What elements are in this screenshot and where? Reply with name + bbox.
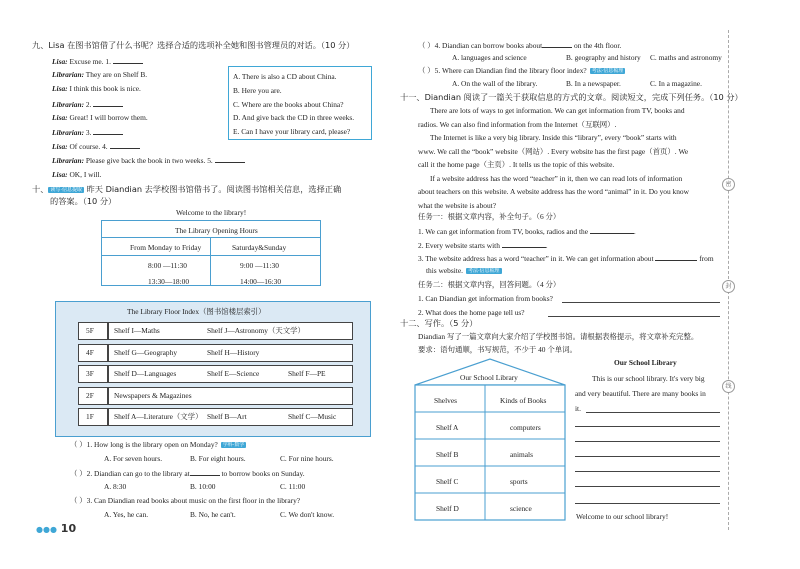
speaker: Librarian: bbox=[52, 70, 85, 80]
answer-option: B. In a newspaper. bbox=[566, 79, 621, 88]
question-text: （ ）4. Diandian can borrow books about bbox=[418, 41, 543, 50]
task-text: from bbox=[697, 254, 714, 263]
dialogue-text: Excuse me. 1. bbox=[69, 57, 113, 66]
section-10-title-cont: 的答案。（10 分） bbox=[50, 196, 117, 206]
answer-option: B. For eight hours. bbox=[190, 454, 246, 463]
question-text: （ ）3. Can Diandian read books about music on the first floor in the library? bbox=[70, 496, 301, 505]
shelf-item: Shelf E—Science bbox=[207, 369, 260, 378]
essay-end: Welcome to our school library! bbox=[576, 512, 669, 521]
writing-line[interactable] bbox=[575, 426, 720, 427]
hours-cell: 9:00 —11:30 bbox=[240, 261, 279, 270]
floor-label: 4F bbox=[86, 347, 94, 357]
answer-blank[interactable] bbox=[93, 127, 123, 135]
writing-line[interactable] bbox=[575, 471, 720, 472]
house-title: Our School Library bbox=[460, 373, 518, 382]
question-text: （ ）1. How long is the library open on Monday? bbox=[70, 440, 218, 449]
kind-cell: sports bbox=[510, 477, 528, 486]
floor-label: 3F bbox=[86, 369, 94, 378]
option-item: A. There is also a CD about China. bbox=[233, 72, 337, 81]
subject-tag: 学科·数学 bbox=[222, 442, 245, 449]
dialogue-line bbox=[52, 84, 141, 93]
shelf-item: Shelf C—Music bbox=[288, 412, 337, 421]
answer-option: A. languages and science bbox=[452, 53, 527, 62]
answer-option: A. Yes, he can. bbox=[104, 510, 149, 519]
dialogue-line bbox=[52, 99, 123, 109]
dialogue-text: OK, I will. bbox=[69, 169, 102, 179]
question-text: （ ）5. Where can Diandian find the library floor index? bbox=[418, 66, 587, 75]
answer-option: A. For seven hours. bbox=[104, 454, 163, 463]
option-item: E. Can I have your library card, please? bbox=[233, 127, 351, 137]
answer-blank[interactable] bbox=[590, 226, 634, 234]
dialogue-line bbox=[52, 155, 245, 165]
task-text: 3. The website address has a word “teacher” in it. We can get information about bbox=[418, 254, 656, 263]
task-question: 2. What does the home page tell us? bbox=[418, 307, 525, 317]
hours-col-weekend: Saturday&Sunday bbox=[232, 243, 287, 252]
answer-blank[interactable] bbox=[502, 240, 546, 248]
section-11-title: 十一、Diandian 阅读了一篇关于获取信息的方式的文章。阅读短文，完成下列任务。（10 分） bbox=[400, 92, 743, 102]
question bbox=[418, 66, 625, 75]
hours-title: The Library Opening Hours bbox=[175, 226, 258, 235]
passage-line: what the website is about? bbox=[418, 200, 496, 210]
shelf-item: Shelf I—Maths bbox=[114, 326, 160, 335]
question bbox=[70, 468, 305, 478]
task-text: 2. Every website starts with bbox=[418, 240, 502, 250]
question-text: （ ）2. Diandian can go to the library at bbox=[70, 469, 190, 478]
floor-label: 5F bbox=[86, 326, 94, 335]
answer-option: B. geography and history bbox=[566, 53, 641, 62]
kind-cell: science bbox=[510, 504, 532, 513]
house-col: Shelves bbox=[434, 396, 457, 405]
shelf-cell: Shelf A bbox=[436, 423, 459, 432]
floor-label: 2F bbox=[86, 390, 94, 400]
kind-cell: computers bbox=[510, 423, 541, 432]
answer-option: C. We don't know. bbox=[280, 510, 335, 519]
dialogue-line bbox=[52, 141, 140, 151]
section-10-title: 十、 读写·信息提取 昨天 Diandian 去学校图书馆借书了。阅读图书馆相关信息，选择正确 bbox=[32, 184, 342, 194]
speaker: Lisa: bbox=[52, 169, 68, 179]
question bbox=[70, 440, 246, 449]
answer-option: C. In a magazine. bbox=[650, 79, 702, 88]
writing-line[interactable] bbox=[586, 412, 720, 413]
essay-title: Our School Library bbox=[614, 358, 677, 367]
answer-blank[interactable] bbox=[215, 155, 245, 163]
answer-option: C. For nine hours. bbox=[280, 454, 334, 463]
answer-blank[interactable] bbox=[655, 253, 697, 261]
answer-option: A. On the wall of the library. bbox=[452, 79, 538, 88]
shelf-item: Shelf D—Languages bbox=[114, 369, 177, 378]
task-text: this website. bbox=[426, 266, 463, 275]
section-12-title: 十二、写作。（5 分） bbox=[400, 318, 478, 328]
answer-option: C. maths and astronomy bbox=[650, 53, 722, 62]
task-text: 1. We can get information from TV, books, radios and the bbox=[418, 227, 590, 236]
speaker: Lisa: bbox=[52, 142, 68, 152]
passage-line: If a website address has the word “teacher” in it, then we can read lots of information bbox=[430, 173, 683, 183]
shelf-item: Shelf B—Art bbox=[207, 412, 247, 421]
shelf-cell: Shelf B bbox=[436, 450, 459, 459]
speaker: Librarian: bbox=[52, 99, 85, 109]
dialogue-text: Of course. 4. bbox=[69, 142, 110, 152]
dialogue-text: 3. bbox=[85, 128, 94, 137]
dialogue-line bbox=[52, 70, 147, 79]
task-sentence bbox=[418, 253, 714, 263]
hours-col-weekday: From Monday to Friday bbox=[130, 243, 202, 252]
skill-tag: 读写·信息提取 bbox=[50, 186, 82, 193]
house-col: Kinds of Books bbox=[500, 396, 547, 405]
speaker: Lisa: bbox=[52, 84, 68, 94]
floor-index-title: The Library Floor Index（图书馆楼层索引） bbox=[127, 307, 266, 316]
speaker: Lisa: bbox=[52, 112, 68, 122]
passage-line: www. We call the “book” website（网站）. Every website has the first page（首页）. We bbox=[418, 146, 689, 156]
task-heading: 任务一：根据文章内容，补全句子。（6 分） bbox=[418, 212, 561, 221]
writing-line[interactable] bbox=[575, 456, 720, 457]
answer-option: C. 11:00 bbox=[280, 482, 306, 491]
answer-option: B. No, he can't. bbox=[190, 510, 236, 519]
answer-blank[interactable] bbox=[190, 468, 220, 476]
question-text: to borrow books on Sunday. bbox=[219, 469, 305, 478]
dialogue-text: They are on Shelf B. bbox=[85, 70, 148, 80]
dialogue-text: Great! I will borrow them. bbox=[69, 112, 148, 122]
shelf-item: Shelf G—Geography bbox=[114, 347, 178, 357]
dialogue-text: I think this book is nice. bbox=[69, 84, 141, 94]
shelf-item: Shelf J—Astronomy（天文学） bbox=[207, 326, 305, 335]
answer-line[interactable] bbox=[548, 316, 720, 317]
writing-line[interactable] bbox=[575, 441, 720, 442]
passage-line: The Internet is like a very big library. Inside this “library”, every “book” starts with bbox=[430, 133, 677, 142]
hours-cell: 8:00 —11:30 bbox=[148, 261, 187, 270]
hours-cell: 13:30—18:00 bbox=[148, 277, 190, 286]
answer-option: B. 10:00 bbox=[190, 482, 216, 491]
option-item: B. Here you are. bbox=[233, 85, 282, 95]
passage-line: about teachers on this website. A website address has the word “animal” in it. Do you know bbox=[418, 187, 689, 196]
passage-line: There are lots of ways to get information. We can get information from TV, books and bbox=[430, 106, 685, 115]
answer-blank[interactable] bbox=[93, 99, 123, 107]
shelf-item: Newspapers & Magazines bbox=[114, 390, 192, 400]
passage-line: call it the home page（主页）. It tells us the topic of this website. bbox=[418, 160, 615, 169]
task-sentence: 1. We can get information from TV, books, radios and the . bbox=[418, 227, 636, 236]
margin-mark: 封 bbox=[722, 280, 735, 293]
answer-option: A. 8:30 bbox=[104, 482, 127, 491]
option-item: C. Where are the books about China? bbox=[233, 99, 344, 109]
speaker: Lisa: bbox=[52, 57, 68, 66]
task-sentence: 2. Every website starts with . bbox=[418, 240, 548, 250]
passage-line: radios. We can also find information from the Internet（互联网）. bbox=[418, 119, 617, 129]
writing-line[interactable] bbox=[575, 503, 720, 504]
question bbox=[418, 40, 621, 50]
margin-mark: 密 bbox=[722, 178, 735, 191]
method-tag: 考法·信息梳理 bbox=[467, 268, 500, 275]
dialogue-line bbox=[52, 127, 123, 137]
dialogue-line bbox=[52, 170, 102, 179]
shelf-item: Shelf H—History bbox=[207, 347, 260, 357]
dialogue-text: 2. bbox=[85, 99, 94, 109]
question-text: on the 4th floor. bbox=[572, 41, 622, 50]
section-9-title: 九、Lisa 在图书馆借了什么书呢？选择合适的选项补全她和图书管理员的对话。（10 分） bbox=[32, 40, 355, 50]
essay-line: and very beautiful. There are many books in bbox=[575, 389, 706, 398]
shelf-cell: Shelf D bbox=[436, 504, 459, 513]
answer-blank[interactable] bbox=[542, 40, 572, 48]
shelf-item: Shelf A—Literature（文学） bbox=[114, 412, 203, 421]
welcome-text: Welcome to the library! bbox=[176, 208, 247, 217]
question bbox=[70, 496, 300, 505]
page-number: ●●● 10 bbox=[36, 522, 77, 535]
option-item: D. And give back the CD in three weeks. bbox=[233, 113, 355, 123]
writing-requirement: 要求：语句通顺，书写规范，不少于 40 个单词。 bbox=[418, 345, 577, 354]
essay-line: it. bbox=[575, 404, 581, 413]
hours-cell: 14:00—16:30 bbox=[240, 277, 282, 286]
answer-blank[interactable] bbox=[110, 141, 140, 149]
task-question: 1. Can Diandian get information from books? bbox=[418, 294, 553, 303]
dialogue-text: Please give back the book in two weeks. 5. bbox=[85, 156, 215, 166]
margin-mark: 线 bbox=[722, 380, 735, 393]
writing-line[interactable] bbox=[575, 486, 720, 487]
kind-cell: animals bbox=[510, 450, 533, 459]
method-tag: 考法·信息梳理 bbox=[591, 68, 624, 75]
task-heading: 任务二：根据文章内容，回答问题。（4 分） bbox=[418, 280, 561, 289]
speaker: Librarian: bbox=[52, 156, 85, 166]
dialogue-line bbox=[52, 56, 143, 66]
answer-blank[interactable] bbox=[113, 56, 143, 64]
shelf-item: Shelf F—PE bbox=[288, 369, 326, 378]
dialogue-line bbox=[52, 113, 148, 122]
speaker: Librarian: bbox=[52, 128, 85, 137]
writing-instruction: Diandian 写了一篇文章向大家介绍了学校图书馆。请根据表格提示，将文章补充完整。 bbox=[418, 332, 699, 341]
shelf-cell: Shelf C bbox=[436, 477, 459, 486]
floor-label: 1F bbox=[86, 412, 94, 421]
task-sentence-cont bbox=[426, 266, 502, 275]
essay-line: This is our school library. It's very big bbox=[592, 374, 705, 383]
answer-line[interactable] bbox=[562, 302, 720, 303]
